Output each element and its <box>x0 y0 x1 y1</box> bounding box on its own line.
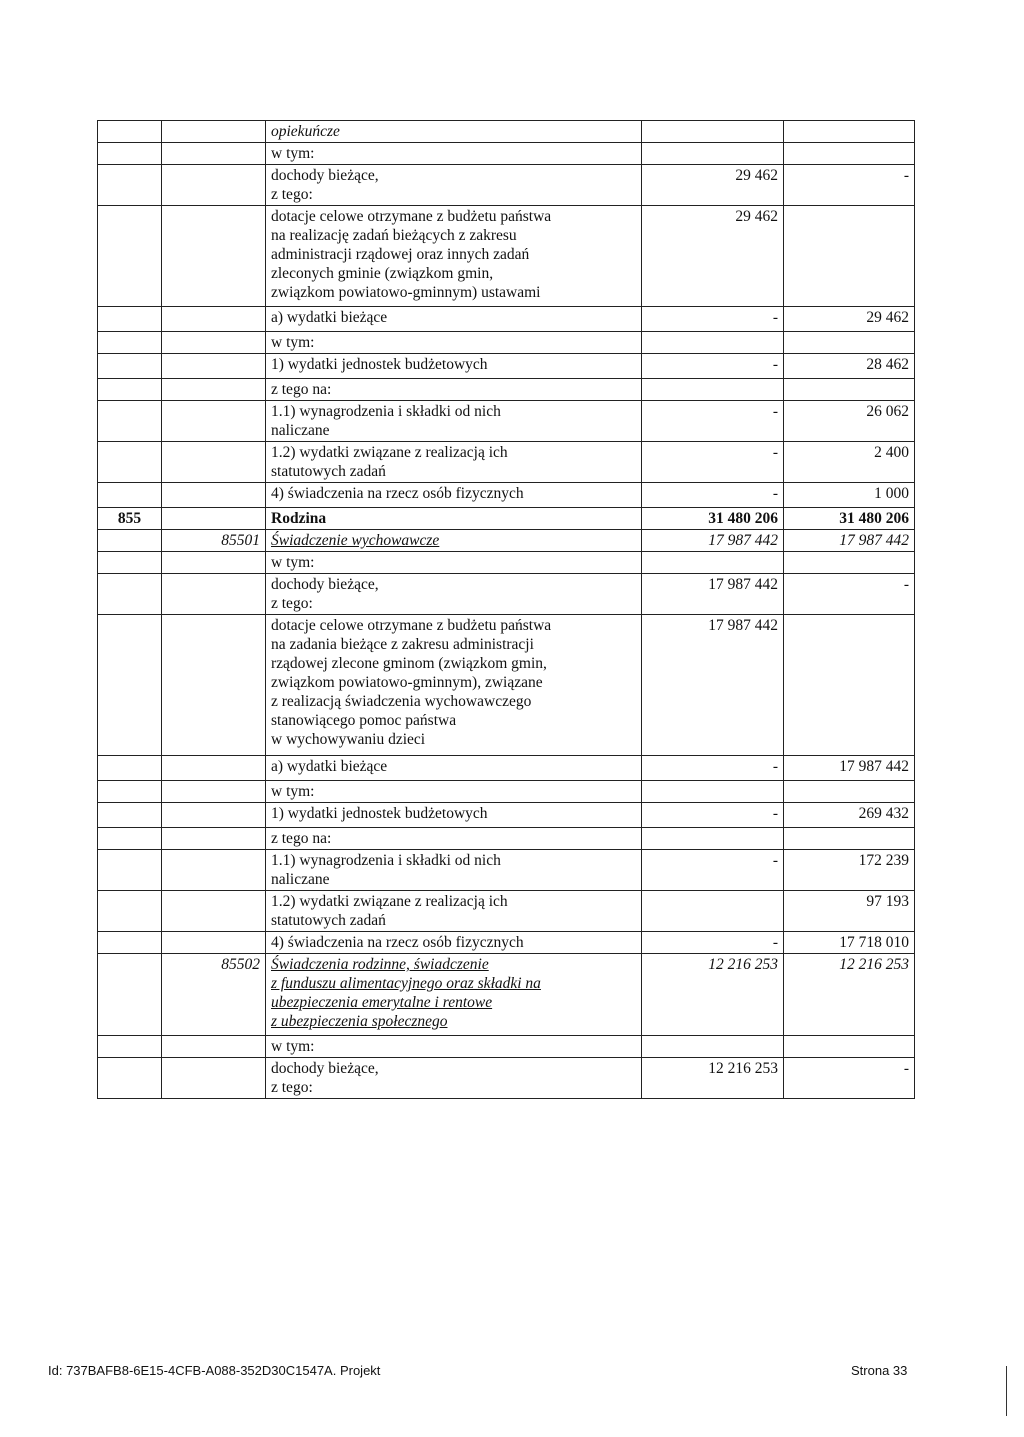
expense-amount: 17 718 010 <box>784 932 915 954</box>
table-row <box>98 121 915 143</box>
row-description: 1) wydatki jednostek budżetowych <box>266 803 642 828</box>
division-code <box>98 1058 162 1099</box>
division-code <box>98 143 162 165</box>
table-row <box>98 932 915 954</box>
income-amount: 12 216 253 <box>642 954 784 1036</box>
income-amount: - <box>642 442 784 483</box>
table-row <box>98 954 915 1036</box>
chapter-code <box>162 932 266 954</box>
division-code <box>98 756 162 781</box>
chapter-code <box>162 121 266 143</box>
table-row <box>98 530 915 552</box>
row-description: dotacje celowe otrzymane z budżetu państwa na realizację zadań bieżących z zakresu administracji rządowej oraz innych zadań zleconych gminie (związkom gmin, związkom powiatowo-gminnym) ustawami <box>266 206 642 307</box>
income-amount: 17 987 442 <box>642 530 784 552</box>
income-amount <box>642 379 784 401</box>
chapter-code <box>162 206 266 307</box>
division-code <box>98 803 162 828</box>
chapter-code <box>162 781 266 803</box>
table-row <box>98 165 915 206</box>
income-amount: - <box>642 483 784 508</box>
chapter-code <box>162 401 266 442</box>
row-description: z tego na: <box>266 379 642 401</box>
table-row <box>98 354 915 379</box>
income-amount: - <box>642 850 784 891</box>
expense-amount <box>784 206 915 307</box>
expense-amount: 26 062 <box>784 401 915 442</box>
table-row <box>98 891 915 932</box>
expense-amount: 12 216 253 <box>784 954 915 1036</box>
expense-amount <box>784 828 915 850</box>
division-code <box>98 121 162 143</box>
chapter-code <box>162 165 266 206</box>
table-row <box>98 442 915 483</box>
income-amount: - <box>642 354 784 379</box>
table-row <box>98 508 915 530</box>
table-row <box>98 828 915 850</box>
division-code <box>98 354 162 379</box>
expense-amount <box>784 781 915 803</box>
income-amount: 17 987 442 <box>642 574 784 615</box>
table-row <box>98 483 915 508</box>
expense-amount: 1 000 <box>784 483 915 508</box>
row-description: w tym: <box>266 1036 642 1058</box>
row-description: w tym: <box>266 781 642 803</box>
chapter-code <box>162 379 266 401</box>
row-description: Rodzina <box>266 508 642 530</box>
division-code <box>98 1036 162 1058</box>
row-description: 1.2) wydatki związane z realizacją ich statutowych zadań <box>266 442 642 483</box>
division-code <box>98 401 162 442</box>
chapter-code <box>162 615 266 756</box>
chapter-code <box>162 552 266 574</box>
income-amount: 29 462 <box>642 165 784 206</box>
table-row <box>98 850 915 891</box>
row-description: opiekuńcze <box>266 121 642 143</box>
row-description: Świadczenie wychowawcze <box>266 530 642 552</box>
income-amount: - <box>642 756 784 781</box>
row-description: 4) świadczenia na rzecz osób fizycznych <box>266 932 642 954</box>
income-amount: 12 216 253 <box>642 1058 784 1099</box>
expense-amount <box>784 552 915 574</box>
chapter-code <box>162 442 266 483</box>
division-code <box>98 206 162 307</box>
table-row <box>98 401 915 442</box>
row-description: dochody bieżące, z tego: <box>266 165 642 206</box>
expense-amount: 17 987 442 <box>784 756 915 781</box>
income-amount: 17 987 442 <box>642 615 784 756</box>
chapter-code <box>162 891 266 932</box>
income-amount <box>642 143 784 165</box>
row-description: Świadczenia rodzinne, świadczenie z funduszu alimentacyjnego oraz składki na ubezpieczenia emerytalne i rentowe z ubezpieczenia społecznego <box>266 954 642 1036</box>
row-description: 1.1) wynagrodzenia i składki od nich naliczane <box>266 850 642 891</box>
income-amount: - <box>642 307 784 332</box>
row-description: dochody bieżące, z tego: <box>266 1058 642 1099</box>
table-row <box>98 206 915 307</box>
row-description: 1.1) wynagrodzenia i składki od nich naliczane <box>266 401 642 442</box>
income-amount <box>642 828 784 850</box>
row-description: dotacje celowe otrzymane z budżetu państwa na zadania bieżące z zakresu administracji rządowej zlecone gminom (związkom gmin, związkom powiatowo-gminnym), związane z realizacją świadczenia wychowawczego stanowiącego pomoc państwa w wychowywaniu dzieci <box>266 615 642 756</box>
row-description: 1) wydatki jednostek budżetowych <box>266 354 642 379</box>
chapter-code <box>162 828 266 850</box>
table-row <box>98 379 915 401</box>
expense-amount <box>784 143 915 165</box>
chapter-code: 85502 <box>162 954 266 1036</box>
row-description: w tym: <box>266 332 642 354</box>
chapter-code <box>162 850 266 891</box>
table-row <box>98 552 915 574</box>
table-row <box>98 332 915 354</box>
division-code: 855 <box>98 508 162 530</box>
income-amount <box>642 1036 784 1058</box>
division-code <box>98 954 162 1036</box>
division-code <box>98 530 162 552</box>
expense-amount <box>784 379 915 401</box>
expense-amount: - <box>784 165 915 206</box>
expense-amount: 28 462 <box>784 354 915 379</box>
division-code <box>98 574 162 615</box>
expense-amount: - <box>784 574 915 615</box>
chapter-code <box>162 332 266 354</box>
income-amount <box>642 552 784 574</box>
division-code <box>98 828 162 850</box>
row-description: 4) świadczenia na rzecz osób fizycznych <box>266 483 642 508</box>
income-amount: - <box>642 803 784 828</box>
table-row <box>98 781 915 803</box>
income-amount: 31 480 206 <box>642 508 784 530</box>
income-amount <box>642 891 784 932</box>
chapter-code <box>162 508 266 530</box>
margin-line <box>1006 1366 1007 1416</box>
division-code <box>98 379 162 401</box>
income-amount: 29 462 <box>642 206 784 307</box>
page-number: Strona 33 <box>851 1363 908 1378</box>
row-description: a) wydatki bieżące <box>266 756 642 781</box>
table-row <box>98 143 915 165</box>
expense-amount <box>784 332 915 354</box>
division-code <box>98 165 162 206</box>
chapter-code <box>162 803 266 828</box>
expense-amount: 269 432 <box>784 803 915 828</box>
chapter-code <box>162 483 266 508</box>
row-description: dochody bieżące, z tego: <box>266 574 642 615</box>
division-code <box>98 615 162 756</box>
expense-amount: 17 987 442 <box>784 530 915 552</box>
chapter-code <box>162 1036 266 1058</box>
chapter-code <box>162 1058 266 1099</box>
chapter-code <box>162 143 266 165</box>
income-amount: - <box>642 401 784 442</box>
expense-amount: 2 400 <box>784 442 915 483</box>
chapter-code <box>162 354 266 379</box>
expense-amount <box>784 615 915 756</box>
expense-amount <box>784 121 915 143</box>
division-code <box>98 850 162 891</box>
division-code <box>98 781 162 803</box>
document-id: Id: 737BAFB8-6E15-4CFB-A088-352D30C1547A. Projekt <box>48 1363 381 1378</box>
income-amount <box>642 781 784 803</box>
expense-amount: 29 462 <box>784 307 915 332</box>
expense-amount: 31 480 206 <box>784 508 915 530</box>
chapter-code: 85501 <box>162 530 266 552</box>
division-code <box>98 442 162 483</box>
chapter-code <box>162 307 266 332</box>
expense-amount: 97 193 <box>784 891 915 932</box>
income-amount: - <box>642 932 784 954</box>
division-code <box>98 307 162 332</box>
division-code <box>98 552 162 574</box>
table-row <box>98 756 915 781</box>
expense-amount: - <box>784 1058 915 1099</box>
row-description: w tym: <box>266 143 642 165</box>
division-code <box>98 932 162 954</box>
table-row <box>98 803 915 828</box>
chapter-code <box>162 756 266 781</box>
expense-amount: 172 239 <box>784 850 915 891</box>
expense-amount <box>784 1036 915 1058</box>
row-description: w tym: <box>266 552 642 574</box>
chapter-code <box>162 574 266 615</box>
row-description: z tego na: <box>266 828 642 850</box>
budget-table <box>97 120 915 1099</box>
table-row <box>98 574 915 615</box>
row-description: 1.2) wydatki związane z realizacją ich statutowych zadań <box>266 891 642 932</box>
table-row <box>98 615 915 756</box>
income-amount <box>642 332 784 354</box>
income-amount <box>642 121 784 143</box>
table-row <box>98 1058 915 1099</box>
row-description: a) wydatki bieżące <box>266 307 642 332</box>
table-row <box>98 307 915 332</box>
division-code <box>98 483 162 508</box>
table-row <box>98 1036 915 1058</box>
division-code <box>98 891 162 932</box>
division-code <box>98 332 162 354</box>
